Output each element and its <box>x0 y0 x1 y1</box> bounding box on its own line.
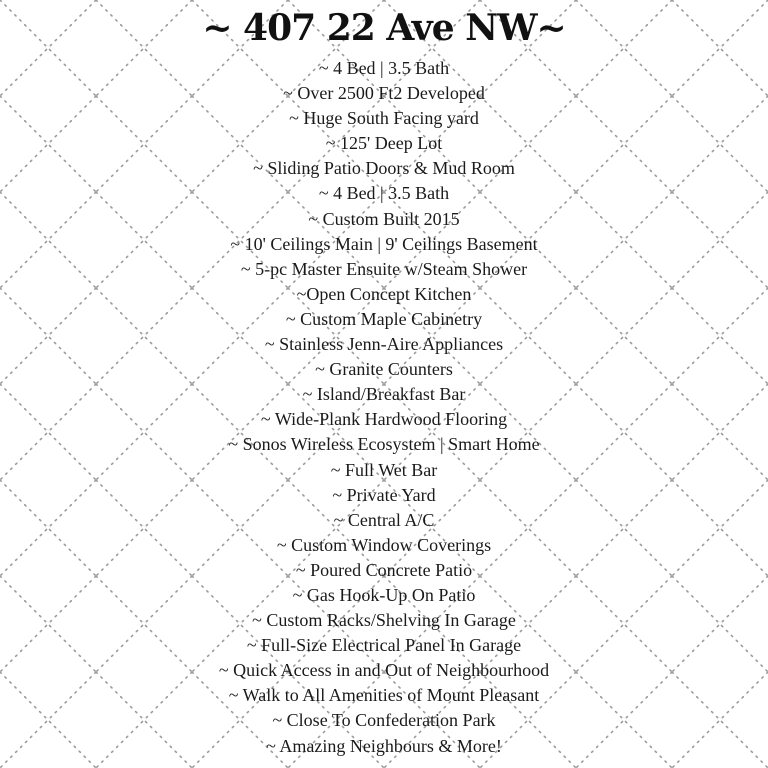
feature-item: ~ Huge South Facing yard <box>289 108 479 129</box>
feature-item: ~ Custom Racks/Shelving In Garage <box>252 610 516 631</box>
feature-item: ~ Private Yard <box>332 484 436 505</box>
feature-item: ~Open Concept Kitchen <box>296 283 472 304</box>
feature-item: ~ 125' Deep Lot <box>325 133 443 154</box>
feature-item: ~ Gas Hook-Up On Patio <box>292 584 476 605</box>
feature-item: ~ Granite Counters <box>315 359 453 380</box>
feature-item: ~ Central A/C <box>333 509 435 530</box>
feature-item: ~ Full Wet Bar <box>330 459 438 480</box>
feature-item: ~ 4 Bed | 3.5 Bath <box>318 183 450 204</box>
listing-title: ~ 407 22 Ave NW~ <box>202 7 566 49</box>
feature-item: ~ Poured Concrete Patio <box>295 559 473 580</box>
feature-list <box>0 56 768 759</box>
feature-item: ~ Custom Maple Cabinetry <box>285 308 483 329</box>
feature-item: ~ Island/Breakfast Bar <box>302 384 466 405</box>
feature-item: ~ Walk to All Amenities of Mount Pleasant <box>228 685 540 706</box>
feature-item: ~ 10' Ceilings Main | 9' Ceilings Basement <box>230 233 538 254</box>
feature-item: ~ 4 Bed | 3.5 Bath <box>318 58 450 78</box>
feature-item: ~ Custom Built 2015 <box>308 208 460 229</box>
feature-item: ~ Stainless Jenn-Aire Appliances <box>264 334 504 355</box>
feature-item: ~ 5-pc Master Ensuite w/Steam Shower <box>240 258 528 279</box>
feature-item: ~ Sonos Wireless Ecosystem | Smart Home <box>228 434 540 455</box>
feature-item: ~ Over 2500 Ft2 Developed <box>283 83 485 104</box>
feature-item: ~ Quick Access in and Out of Neighbourhood <box>218 660 550 681</box>
feature-item: ~ Full-Size Electrical Panel In Garage <box>246 635 522 656</box>
feature-item: ~ Wide-Plank Hardwood Flooring <box>260 409 508 430</box>
feature-item: ~ Close To Confederation Park <box>272 710 496 731</box>
feature-item: ~ Sliding Patio Doors & Mud Room <box>253 158 515 179</box>
feature-item: ~ Amazing Neighbours & More! <box>266 735 502 756</box>
feature-item: ~ Custom Window Coverings <box>276 534 492 555</box>
